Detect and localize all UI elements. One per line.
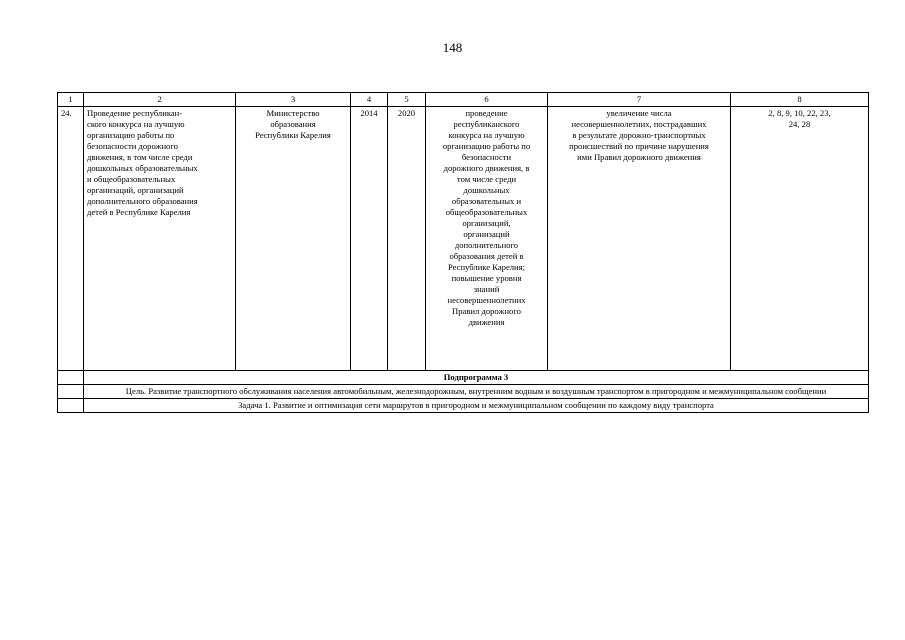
indicators-cell: 2, 8, 9, 10, 22, 23, 24, 28 — [731, 107, 869, 371]
goal-row — [58, 385, 869, 399]
column-number: 5 — [388, 93, 426, 107]
risks-cell: увеличение числа несовершеннолетних, пострадавших в результате дорожно-транспортных происшествий по причине нарушения ими Правил дорожного движения — [548, 107, 731, 371]
column-number: 1 — [58, 93, 84, 107]
task-row — [58, 399, 869, 413]
column-number: 3 — [236, 93, 351, 107]
row-number: 24. — [58, 107, 84, 371]
task-text: Задача 1. Развитие и оптимизация сети маршрутов в пригородном и межмуниципальном сообщении по каждому виду транспорта — [84, 399, 869, 413]
page-number: 148 — [442, 40, 463, 55]
empty-cell — [58, 385, 84, 399]
subprogram-row — [58, 371, 869, 385]
start-year-cell: 2014 — [351, 107, 388, 371]
column-number-row — [58, 93, 869, 107]
measure-cell: Проведение республикан- ского конкурса на лучшую организацию работы по безопасности дорожного движения, в том числе среди дошкольных образовательных и общеобразовательных организаций, организаций дополнительного образования детей в Республике Карелия — [84, 107, 236, 371]
table-row-24 — [58, 107, 869, 371]
expected-result-cell: проведение республиканского конкурса на лучшую организацию работы по безопасности дорожного движения, в том числе среди дошкольных образовательных и общеобразовательных организаций, организаций дополнительного образования детей в Республике Карелия; повышение уровня знаний несовершеннолетних Правил дорожного движения — [426, 107, 548, 371]
empty-cell — [58, 371, 84, 385]
column-number: 6 — [426, 93, 548, 107]
column-number: 8 — [731, 93, 869, 107]
column-number: 7 — [548, 93, 731, 107]
end-year-cell: 2020 — [388, 107, 426, 371]
executor-cell: Министерство образования Республики Карелия — [236, 107, 351, 371]
program-measures-table — [57, 92, 869, 413]
column-number: 4 — [351, 93, 388, 107]
subprogram-title: Подпрограмма 3 — [84, 371, 869, 385]
empty-cell — [58, 399, 84, 413]
column-number: 2 — [84, 93, 236, 107]
goal-text: Цель. Развитие транспортного обслуживания населения автомобильным, железнодорожным, внутренним водным и воздушным транспортом в пригородном и межмуниципальном сообщении — [84, 385, 869, 399]
